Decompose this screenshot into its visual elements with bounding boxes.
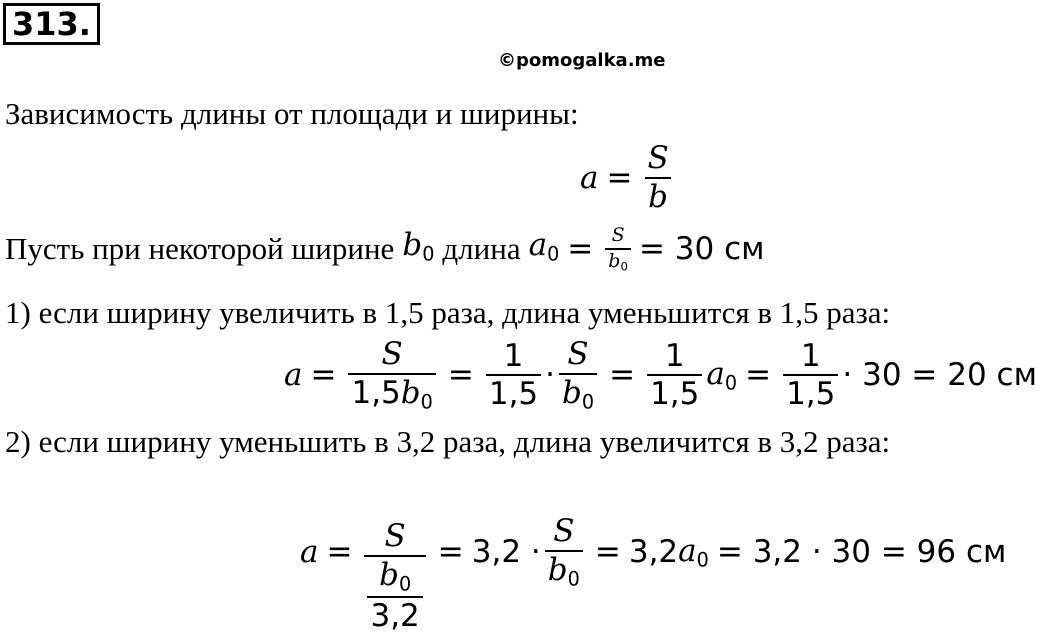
numerator: 1: [800, 337, 821, 374]
numerator: S: [553, 513, 575, 550]
fraction-1-over-1-5: [486, 337, 541, 413]
fraction-1-over-1-5: [783, 337, 838, 413]
equals-sign: =: [594, 534, 621, 571]
let-text: Пусть при некоторой ширине: [5, 231, 395, 267]
var-a0: $a_0$: [706, 355, 738, 395]
numerator: S: [647, 140, 669, 176]
intro-text: Зависимость длины от площади и ширины:: [5, 96, 579, 131]
inner-denominator: 3,2: [367, 596, 422, 633]
fraction-s-over-1-5-b0: [348, 338, 435, 412]
denominator: [364, 555, 425, 633]
let-result: = 30 см: [638, 231, 765, 268]
fraction-s-over-b0: [605, 226, 631, 273]
let-mid-text: длина: [442, 231, 521, 267]
equals-sign: =: [606, 159, 633, 196]
let-a0: $a_0$: [528, 226, 560, 265]
numerator: S: [384, 518, 406, 554]
case1-tail: · 30 = 20 см: [842, 357, 1037, 394]
case2-text: 2) если ширину уменьшить в 3,2 раза, длина увеличится в 3,2 раза:: [5, 424, 891, 459]
numerator: S: [611, 224, 625, 246]
equals-sign: =: [437, 534, 464, 571]
problem-number: 313.: [3, 3, 100, 45]
case1-formula: [284, 338, 1037, 412]
dot-operator: ·: [545, 357, 556, 394]
fraction-s-over-b0: [545, 515, 583, 589]
denominator: $b_0$: [605, 248, 631, 273]
var-a0: $a_0$: [678, 533, 709, 572]
denominator: $1,5b_0$: [348, 373, 435, 413]
coefficient: 3,2 ·: [471, 534, 541, 571]
numerator: S: [381, 336, 403, 372]
denominator: $b_0$: [545, 550, 583, 590]
let-line: [5, 226, 765, 273]
case1-text: 1) если ширину увеличить в 1,5 раза, длина уменьшится в 1,5 раза:: [5, 295, 891, 330]
numerator: 1: [664, 337, 685, 374]
equals-sign: =: [745, 357, 772, 394]
inner-fraction: [367, 556, 422, 634]
numerator: 1: [503, 337, 524, 374]
denominator: 1,5: [783, 374, 838, 411]
equals-sign: =: [310, 357, 337, 394]
let-b0: $b_0$: [402, 226, 435, 265]
var-a: a: [300, 534, 319, 571]
equals-sign: =: [609, 357, 636, 394]
fraction-s-over-b0: [559, 338, 597, 412]
var-a: a: [580, 159, 599, 196]
var-a: a: [284, 357, 303, 394]
equals-sign: =: [447, 357, 474, 394]
denominator: $b_0$: [559, 373, 597, 413]
denominator: b: [645, 177, 671, 214]
fraction-s-over-b: [644, 142, 671, 213]
numerator: S: [567, 336, 589, 372]
denominator: 1,5: [647, 374, 702, 411]
coefficient: 3,2: [628, 534, 679, 571]
watermark: ©pomogalka.me: [498, 50, 666, 71]
case2-formula: [300, 472, 1006, 633]
fraction-1-over-1-5: [647, 337, 702, 413]
equals-sign: =: [567, 231, 594, 268]
formula-main: [580, 142, 676, 213]
denominator: 1,5: [486, 374, 541, 411]
fraction-s-over-b0-over-3-2: [364, 520, 425, 633]
case2-tail: = 3,2 · 30 = 96 см: [716, 534, 1007, 571]
inner-numerator: $b_0$: [379, 556, 412, 595]
equals-sign: =: [326, 534, 353, 571]
